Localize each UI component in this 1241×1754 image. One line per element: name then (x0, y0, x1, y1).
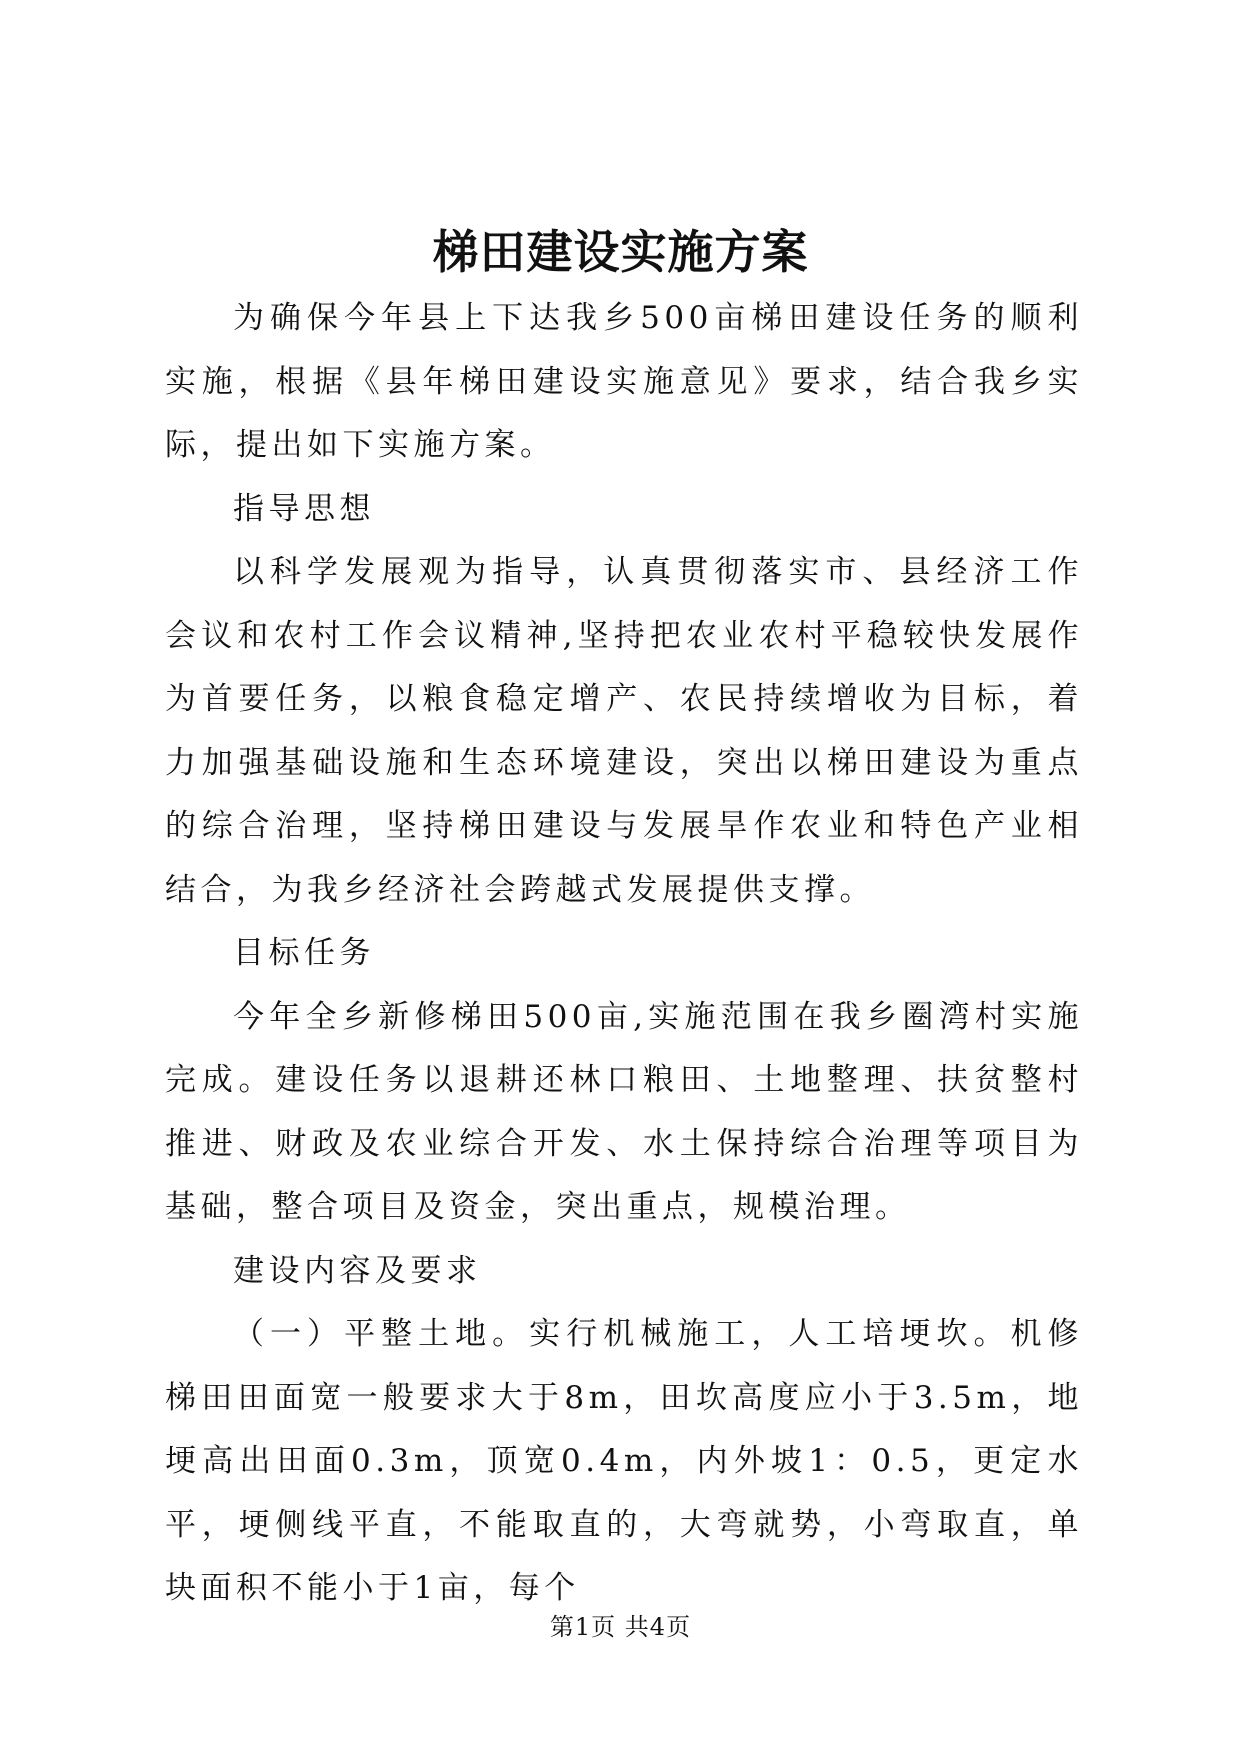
page-number-footer: 第1页 共4页 (549, 1613, 692, 1641)
document-title: 梯田建设实施方案 (432, 225, 809, 279)
section-paragraph-goals: 今年全乡新修梯田500亩,实施范围在我乡圈湾村实施完成。建设任务以退耕还林口粮田、土地整理、扶贫整村推进、财政及农业综合开发、水土保持综合治理等项目为基础，整合项目及资金，突出重点，规模治理。 (165, 998, 1083, 1225)
intro-paragraph: 为确保今年县上下达我乡500亩梯田建设任务的顺利实施，根据《县年梯田建设实施意见》要求，结合我乡实际，提出如下实施方案。 (165, 300, 1083, 463)
section-heading-goals: 目标任务 (233, 935, 375, 971)
section-paragraph-construction-content: （一）平整土地。实行机械施工，人工培埂坎。机修梯田田面宽一般要求大于8m，田坎高度应小于3.5m，地埂高出田面0.3m，顶宽0.4m，内外坡1：0.5，更定水平，埂侧线平直，不能取直的，大弯就势，小弯取直，单块面积不能小于1亩，每个 (165, 1316, 1083, 1606)
section-heading-guiding-ideology: 指导思想 (233, 490, 375, 527)
section-heading-construction-content: 建设内容及要求 (233, 1252, 482, 1289)
section-paragraph-guiding-ideology: 以科学发展观为指导，认真贯彻落实市、县经济工作会议和农村工作会议精神,坚持把农业农村平稳较快发展作为首要任务，以粮食稳定增产、农民持续增收为目标，着力加强基础设施和生态环境建设，突出以梯田建设为重点的综合治理，坚持梯田建设与发展旱作农业和特色产业相结合，为我乡经济社会跨越式发展提供支撑。 (165, 554, 1083, 908)
document-body (165, 287, 1083, 1621)
